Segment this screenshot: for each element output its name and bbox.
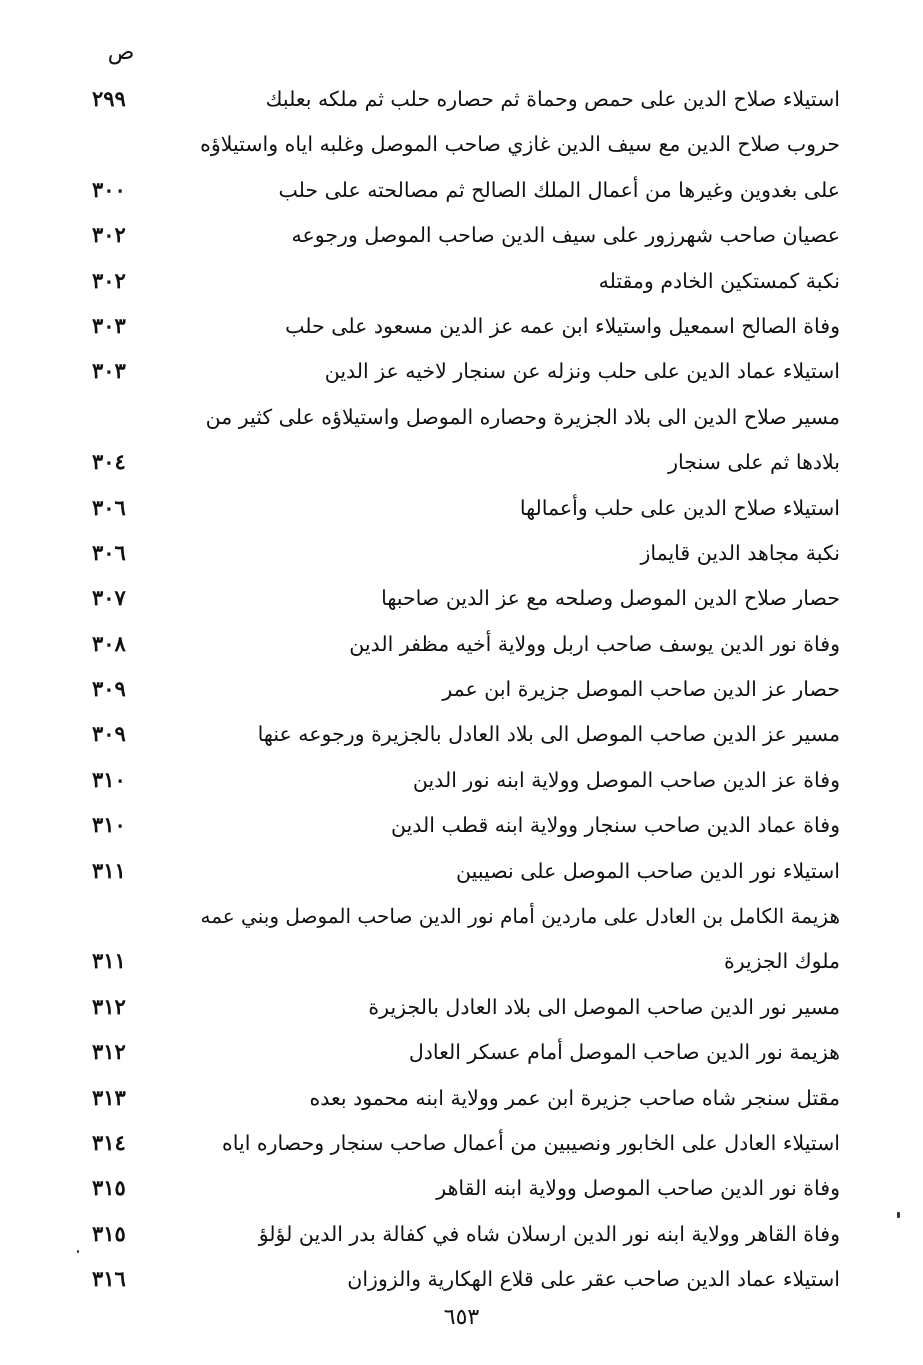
toc-entry bbox=[60, 938, 840, 983]
toc-entry-page: ٣١٢ bbox=[92, 993, 126, 1019]
toc-entry bbox=[60, 348, 840, 393]
toc-entry-page: ٣١٥ bbox=[92, 1220, 126, 1246]
toc-entry-title: ملوك الجزيرة bbox=[723, 949, 840, 974]
toc-entry-page: ٣٠٢ bbox=[92, 222, 126, 248]
toc-entry bbox=[60, 303, 840, 348]
toc-entry-page: ٣١١ bbox=[92, 948, 126, 974]
toc-entry-title: حصار صلاح الدين الموصل وصلحه مع عز الدين صاحبها bbox=[381, 586, 840, 611]
toc-entry-title: بلادها ثم على سنجار bbox=[668, 450, 840, 475]
toc-entry-title: هزيمة نور الدين صاحب الموصل أمام عسكر العادل bbox=[408, 1040, 840, 1065]
toc-entry-title: نكبة كمستكين الخادم ومقتله bbox=[598, 268, 840, 293]
toc-entry-title: وفاة نور الدين صاحب الموصل وولاية ابنه القاهر bbox=[436, 1176, 840, 1201]
toc-entry-page: ٣١٠ bbox=[92, 812, 126, 838]
page-number: ٦٥٣ bbox=[443, 1305, 480, 1330]
toc-entry-page: ٣١٣ bbox=[92, 1084, 126, 1110]
toc-entry-title: مسير عز الدين صاحب الموصل الى بلاد العادل بالجزيرة ورجوعه عنها bbox=[257, 722, 840, 747]
toc-entry bbox=[60, 121, 840, 166]
toc-entry-title: استيلاء صلاح الدين على حمص وحماة ثم حصاره حلب ثم ملكه بعلبك bbox=[265, 87, 840, 111]
toc-entry-title: وفاة عز الدين صاحب الموصل وولاية ابنه نور الدين bbox=[412, 767, 840, 792]
toc-entry-page: ٣١٢ bbox=[92, 1039, 126, 1065]
toc-entry bbox=[60, 984, 840, 1029]
toc-entry-title: وفاة عماد الدين صاحب سنجار وولاية ابنه قطب الدين bbox=[390, 813, 840, 838]
scan-speck bbox=[897, 1212, 900, 1218]
page-column-label: ص bbox=[107, 40, 135, 65]
toc-entry bbox=[60, 1120, 840, 1165]
toc-entry-page: ٣١٠ bbox=[92, 766, 126, 792]
toc-entry-title: حصار عز الدين صاحب الموصل جزيرة ابن عمر bbox=[442, 677, 840, 702]
toc-entry bbox=[60, 711, 840, 756]
toc-entry bbox=[60, 394, 840, 439]
toc-entry bbox=[60, 802, 840, 847]
table-of-contents bbox=[60, 76, 840, 1302]
toc-entry-page: ٣٠٤ bbox=[92, 449, 126, 475]
toc-entry bbox=[60, 258, 840, 303]
toc-entry-title: عصيان صاحب شهرزور على سيف الدين صاحب الموصل ورجوعه bbox=[291, 223, 840, 248]
toc-entry-title: وفاة القاهر وولاية ابنه نور الدين ارسلان شاه في كفالة بدر الدين لؤلؤ bbox=[258, 1221, 840, 1246]
toc-entry-page: ٣١٥ bbox=[92, 1175, 126, 1201]
toc-entry bbox=[60, 1165, 840, 1210]
toc-entry bbox=[60, 167, 840, 212]
toc-entry-title: مسير نور الدين صاحب الموصل الى بلاد العادل بالجزيرة bbox=[368, 994, 840, 1019]
toc-entry-page: ٣١١ bbox=[92, 857, 126, 883]
toc-entry-page: ٣٠٠ bbox=[92, 176, 126, 202]
toc-entry bbox=[60, 212, 840, 257]
toc-entry-title: استيلاء صلاح الدين على حلب وأعمالها bbox=[519, 495, 840, 520]
toc-entry bbox=[60, 666, 840, 711]
toc-entry-page: ٣٠٧ bbox=[92, 585, 126, 611]
toc-entry-page: ٣٠٦ bbox=[92, 539, 126, 565]
toc-entry bbox=[60, 530, 840, 575]
toc-entry bbox=[60, 485, 840, 530]
toc-entry-title: استيلاء عماد الدين على حلب ونزله عن سنجار لاخيه عز الدين bbox=[324, 359, 840, 384]
toc-entry-title: وفاة نور الدين يوسف صاحب اربل وولاية أخيه مظفر الدين bbox=[349, 631, 840, 656]
toc-entry-page: ٣٠٢ bbox=[92, 267, 126, 293]
toc-entry bbox=[60, 1075, 840, 1120]
toc-entry bbox=[60, 439, 840, 484]
toc-entry-page: ٣٠٦ bbox=[92, 494, 126, 520]
toc-entry-title: مقتل سنجر شاه صاحب جزيرة ابن عمر وولاية ابنه محمود بعده bbox=[309, 1085, 840, 1110]
toc-entry-page: ٣١٦ bbox=[92, 1266, 126, 1292]
toc-entry-page: ٣٠٩ bbox=[92, 676, 126, 702]
toc-entry-title: حروب صلاح الدين مع سيف الدين غازي صاحب الموصل وغلبه اياه واستيلاؤه bbox=[200, 132, 840, 157]
toc-entry-page: ٣١٤ bbox=[92, 1129, 126, 1155]
toc-entry-title: هزيمة الكامل بن العادل على ماردين أمام نور الدين صاحب الموصل وبني عمه bbox=[200, 904, 840, 929]
toc-entry-title: على بغدوين وغيرها من أعمال الملك الصالح ثم مصالحته على حلب bbox=[278, 177, 840, 202]
toc-entry-page: ٢٩٩ bbox=[92, 86, 126, 111]
scan-speck bbox=[77, 1250, 79, 1253]
toc-entry-title: مسير صلاح الدين الى بلاد الجزيرة وحصاره الموصل واستيلاؤه على كثير من bbox=[205, 404, 840, 429]
toc-entry bbox=[60, 76, 840, 121]
toc-entry bbox=[60, 1211, 840, 1256]
toc-entry bbox=[60, 757, 840, 802]
toc-entry-page: ٣٠٣ bbox=[92, 358, 126, 384]
toc-entry bbox=[60, 1256, 840, 1301]
toc-entry-page: ٣٠٣ bbox=[92, 312, 126, 338]
toc-entry bbox=[60, 848, 840, 893]
toc-entry-title: استيلاء عماد الدين صاحب عقر على قلاع الهكارية والزوزان bbox=[347, 1267, 840, 1292]
toc-entry bbox=[60, 1029, 840, 1074]
toc-entry bbox=[60, 621, 840, 666]
toc-entry-title: وفاة الصالح اسمعيل واستيلاء ابن عمه عز الدين مسعود على حلب bbox=[285, 313, 840, 338]
toc-entry bbox=[60, 893, 840, 938]
toc-entry-title: استيلاء نور الدين صاحب الموصل على نصيبين bbox=[456, 858, 840, 883]
toc-entry bbox=[60, 575, 840, 620]
toc-entry-page: ٣٠٩ bbox=[92, 721, 126, 747]
toc-entry-page: ٣٠٨ bbox=[92, 630, 126, 656]
toc-entry-title: نكبة مجاهد الدين قايماز bbox=[640, 540, 840, 565]
toc-entry-title: استيلاء العادل على الخابور ونصيبين من أعمال صاحب سنجار وحصاره اياه bbox=[222, 1130, 840, 1155]
